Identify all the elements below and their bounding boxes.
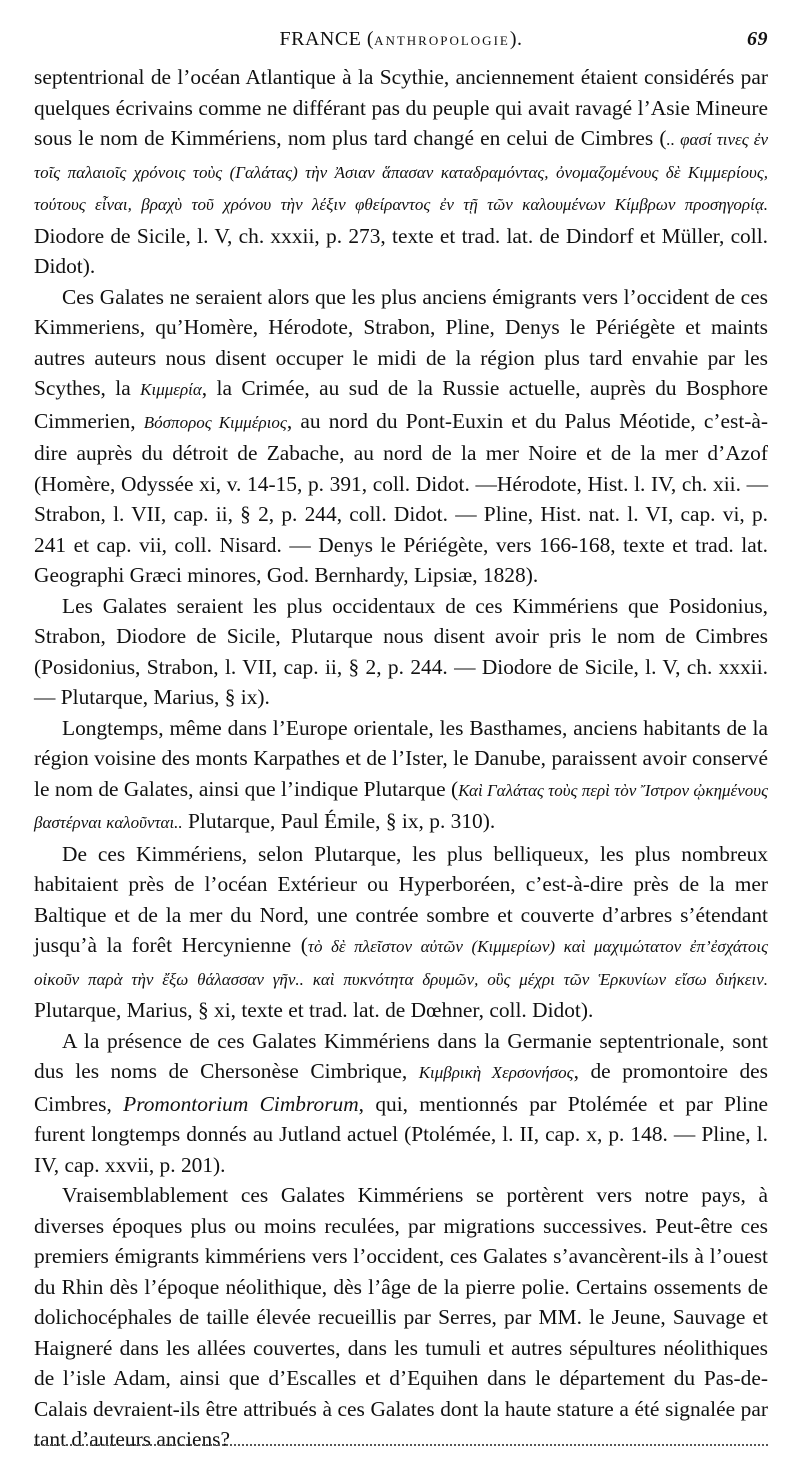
paragraph-text: A la présence de ces Galates Kimmériens dans la Germanie septentrionale, sont dus les noms de Chersonèse Cimbrique, <box>34 1028 768 1083</box>
paragraph-text: Plutarque, Marius, § xi, texte et trad. lat. de Dœhner, coll. Didot). <box>34 998 594 1022</box>
document-page <box>34 28 768 1455</box>
paragraph-text: , qui, mentionnés par Ptolémée et par Pline furent longtemps donnés au Jutland actuel (Ptolémée, l. II, cap. x, p. 148. — Pline, l. IV, cap. xxvii, p. 201). <box>34 1091 769 1177</box>
greek-quote: Καὶ Γαλάτας τοὺς περὶ τὸν Ἴστρον ᾠκημένους βαστέρναι καλοῦνται.. <box>34 780 768 832</box>
running-title-small-caps: ANTHROPOLOGIE <box>374 33 510 48</box>
paragraph-text: , de promontoire des Cimbres, <box>34 1059 768 1116</box>
body-text <box>34 62 768 1455</box>
paragraph-text: Les Galates seraient les plus occidentaux de ces Kimmériens que Posidonius, Strabon, Diodore de Sicile, Plutarque nous disent avoir pris le nom de Cimbres (Posidonius, Strabon, l. VII, cap. ii, § 2, p. 244. — Diodore de Sicile, l. V, ch. xxxii. — Plutarque, Marius, § ix). <box>34 593 768 709</box>
paragraph-text: Vraisemblablement ces Galates Kimmériens se portèrent vers notre pays, à diverses époques plus ou moins reculées, par migrations successives. Peut-être ces premiers émigrants kimmériens vers l’occident, ces Galates s’avancèrent-ils à l’ouest du Rhin dès l’époque néolithique, dès l’âge de la pierre polie. Certains ossements de dolichocéphales de taille élevée recueillis par Serres, par MM. le Jeune, Sauvage et Haigneré dans les allées couvertes, dans les tumuli et autres sépultures néolithiques de l’isle Adam, ainsi que d’Escalles et d’Equihen dans le département du Pas-de-Calais devraient-ils être attribués à ces Galates dont la haute stature a été signalée par tant d’auteurs anciens? <box>34 1183 768 1451</box>
page-number: 69 <box>747 28 768 50</box>
paragraph <box>34 282 768 591</box>
paragraph-text: , au nord du Pont-Euxin et du Palus Méotide, c’est-à-dire auprès du détroit de Zabache, au nord de la mer Noire et de la mer d’Azof (Homère, Odyssée xi, v. 14-15, p. 391, coll. Didot. —Hérodote, Hist. l. IV, ch. xii. —Strabon, l. VII, cap. ii, § 2, p. 244, coll. Didot. — Pline, Hist. nat. l. VI, cap. vi, p. 241 et cap. vii, coll. Nisard. — Denys le Périégète, vers 166-168, texte et trad. lat. Geographi Græci minores, God. Bernhardy, Lipsiæ, 1828). <box>34 408 769 587</box>
paragraph <box>34 62 768 282</box>
paragraph <box>34 1026 768 1181</box>
paragraph <box>34 839 768 1026</box>
greek-quote: Βόσπορος Κιμμέριος <box>143 412 287 432</box>
greek-quote: .. φασί τινες ἐν τοῖς παλαιοῖς χρόνοις τοὺς (Γαλάτας) τὴν Ἀσιαν ἅπασαν καταδραμόντας, ὀνομαζομένους δὲ Κιμμερίους, τούτους εἶναι, βραχὺ τοῦ χρόνου τὴν λέξιν φθείραντος ἐν τῇ τῶν καλουμένων Κίμβρων προσηγορίᾳ. <box>34 130 769 214</box>
paragraph-text: , la Crimée, au sud de la Russie actuelle, auprès du Bosphore Cimmerien, <box>34 376 768 433</box>
running-title-main: FRANCE ( <box>279 28 375 50</box>
paragraph-text: De ces Kimmériens, selon Plutarque, les plus belliqueux, les plus nombreux habitaient près de l’océan Extérieur ou Hyperboréen, c’est-à-dire près de la mer Baltique et de la mer du Nord, une contrée sombre et couverte d’arbres s’étendant jusqu’à la forêt Hercynienne ( <box>34 841 768 957</box>
paragraph-text: Longtemps, même dans l’Europe orientale, les Basthames, anciens habitants de la région voisine des monts Karpathes et de l’Ister, le Danube, paraissent avoir conservé le nom de Galates, ainsi que l’indique Plutarque ( <box>34 715 768 801</box>
greek-quote: Κιμβρικὴ Χερσονήσος <box>418 1063 574 1082</box>
running-title <box>34 28 768 51</box>
paragraph <box>34 1180 768 1455</box>
paragraph <box>34 591 768 713</box>
running-header <box>34 28 768 62</box>
running-title-end: ). <box>509 28 523 50</box>
greek-quote: Κιμμερία <box>140 380 202 399</box>
paragraph-text: Plutarque, Paul Émile, § ix, p. 310). <box>182 809 496 833</box>
paragraph-text: Ces Galates ne seraient alors que les plus anciens émigrants vers l’occident de ces Kimmeriens, qu’Homère, Hérodote, Strabon, Pline, Denys le Périégète et maints autres auteurs nous disent occuper le midi de la région plus tard envahie par les Scythes, la <box>34 284 768 400</box>
paragraph-text: Diodore de Sicile, l. V, ch. xxxii, p. 273, texte et trad. lat. de Dindorf et Müller, coll. Didot). <box>34 223 768 278</box>
paragraph <box>34 713 768 839</box>
footer-divider <box>34 1444 768 1446</box>
paragraph-text: septentrional de l’océan Atlantique à la Scythie, anciennement étaient considérés par quelques écrivains comme ne différant pas du peuple qui avait ravagé l’Asie Mineure sous le nom de Kimmériens, nom plus tard changé en celui de Cimbres ( <box>34 65 768 150</box>
latin-term: Promontorium Cimbrorum <box>123 1091 359 1116</box>
greek-quote: τὸ δὲ πλεῖστον αὐτῶν (Κιμμερίων) καὶ μαχιμώτατον ἐπ’ἐσχάτοις οἰκοῦν παρὰ τὴν ἔξω θάλασσαν γῆν.. καὶ πυκνότητα δρυμῶν, οὓς μέχρι τῶν Ἑρκυνίων εἴσω διήκειν. <box>34 937 768 989</box>
